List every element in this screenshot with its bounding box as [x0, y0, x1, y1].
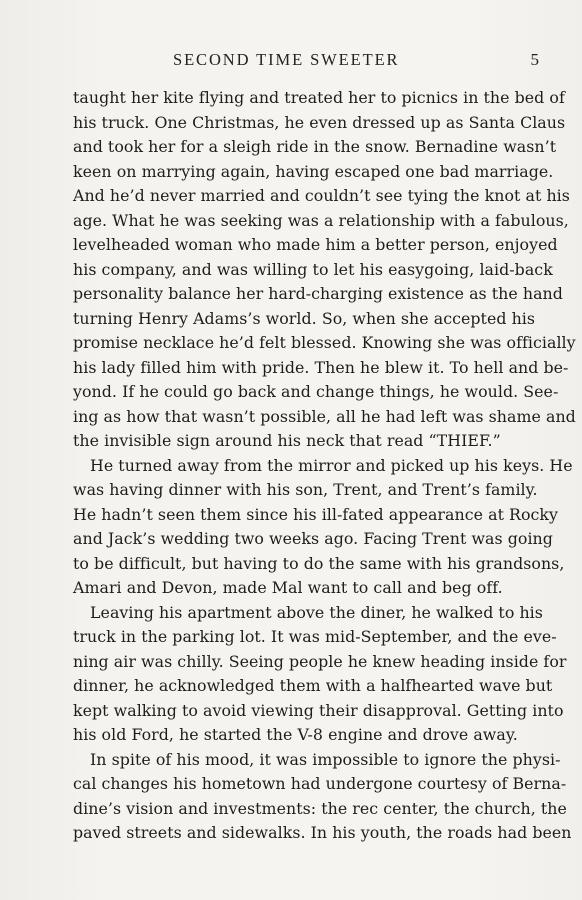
page-header [0, 50, 582, 72]
text-line: the invisible sign around his neck that read “THIEF.” [73, 431, 501, 450]
text-line: dine’s vision and investments: the rec center, the church, the [73, 798, 567, 818]
text-line: his company, and was willing to let his easygoing, laid-back [73, 259, 553, 279]
text-line: And he’d never married and couldn’t see tying the knot at his [73, 186, 570, 205]
text-line: kept walking to avoid viewing their disapproval. Getting into [73, 700, 564, 720]
text-line: Leaving his apartment above the diner, he walked to his [90, 602, 543, 622]
text-line: ing as how that wasn’t possible, all he had left was shame and [73, 406, 576, 426]
text-line: was having dinner with his son, Trent, and Trent’s family. [73, 480, 538, 499]
text-line: and took her for a sleigh ride in the snow. Bernadine wasn’t [73, 137, 557, 156]
text-line: and Jack’s wedding two weeks ago. Facing Trent was going [73, 529, 553, 548]
text-line: his truck. One Christmas, he even dressed up as Santa Claus [73, 112, 566, 132]
body-text [73, 86, 576, 846]
text-line: promise necklace he’d felt blessed. Knowing she was officially [73, 333, 576, 352]
text-line: to be difficult, but having to do the same with his grandsons, [73, 553, 565, 573]
text-line: In spite of his mood, it was impossible to ignore the physi- [90, 749, 561, 769]
text-line: truck in the parking lot. It was mid-September, and the eve- [73, 627, 557, 646]
running-title: SECOND TIME SWEETER [173, 50, 400, 69]
text-line: keen on marrying again, having escaped one bad marriage. [73, 161, 554, 181]
text-line: his old Ford, he started the V-8 engine and drove away. [73, 725, 518, 744]
text-line: yond. If he could go back and change things, he would. See- [73, 382, 559, 401]
text-line: paved streets and sidewalks. In his youth, the roads had been [73, 823, 572, 842]
text-line: Amari and Devon, made Mal want to call and beg off. [73, 578, 503, 597]
text-line: cal changes his hometown had undergone courtesy of Berna- [73, 774, 567, 793]
text-line: ning air was chilly. Seeing people he knew heading inside for [73, 651, 567, 671]
text-line: He hadn’t seen them since his ill-fated appearance at Rocky [73, 504, 559, 524]
text-line: He turned away from the mirror and picked up his keys. He [90, 455, 573, 475]
text-line: personality balance her hard-charging existence as the hand [73, 284, 563, 303]
text-line: turning Henry Adams’s world. So, when she accepted his [73, 308, 536, 328]
text-line: levelheaded woman who made him a better person, enjoyed [73, 235, 558, 254]
text-line: dinner, he acknowledged them with a halfhearted wave but [73, 676, 553, 695]
text-line: his lady filled him with pride. Then he blew it. To hell and be- [73, 357, 569, 377]
page-number: 5 [530, 50, 539, 69]
text-line: age. What he was seeking was a relationship with a fabulous, [73, 210, 569, 230]
text-line: taught her kite flying and treated her to picnics in the bed of [73, 88, 565, 107]
